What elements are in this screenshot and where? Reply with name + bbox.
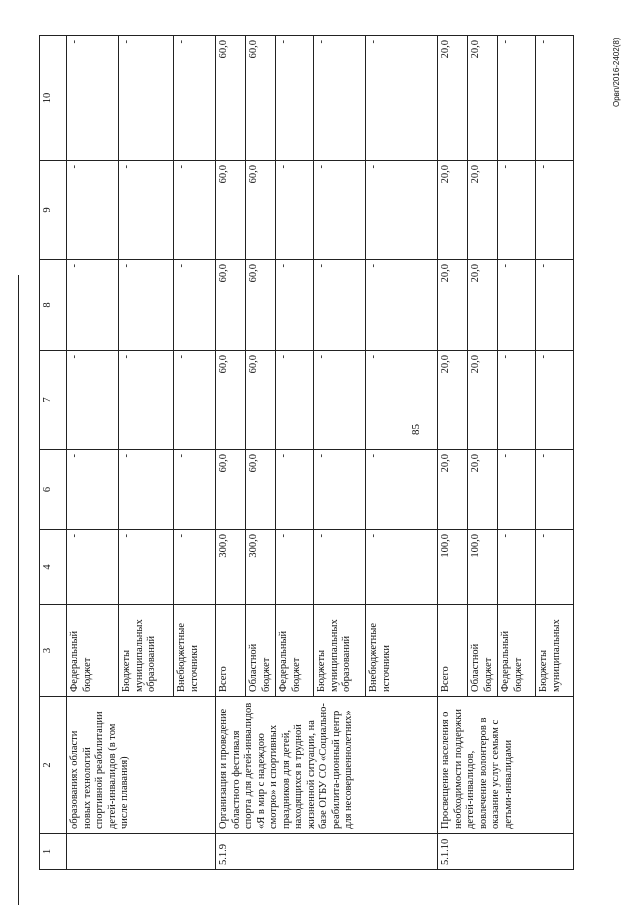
value-cell: -: [314, 161, 366, 260]
page-number: 85: [410, 424, 422, 435]
source-cell: Внебюджетные источники: [366, 605, 438, 697]
value-cell: 60,0: [216, 351, 246, 450]
value-cell: -: [119, 260, 174, 351]
value-cell: -: [276, 450, 314, 530]
value-cell: -: [174, 530, 216, 605]
column-header: 3: [40, 605, 67, 697]
row-code: [67, 834, 216, 870]
value-cell: 60,0: [246, 351, 276, 450]
value-cell: 60,0: [246, 161, 276, 260]
value-cell: -: [366, 530, 438, 605]
value-cell: 20,0: [468, 36, 498, 161]
value-cell: 60,0: [246, 450, 276, 530]
row-code: 5.1.10: [438, 834, 574, 870]
value-cell: -: [119, 351, 174, 450]
row-code: 5.1.9: [216, 834, 438, 870]
row-name: Организация и проведение областного фестиваля спорта для детей-инвалидов «Я в мир с надеждою смотрю» и спортивных праздников для детей, находящихся в трудной жизненной ситуации, на базе ОГБУ СО «Социально-реабилита-ционный центр для несовершеннолетних»: [216, 697, 438, 834]
value-cell: 300,0: [216, 530, 246, 605]
value-cell: 20,0: [438, 450, 468, 530]
value-cell: -: [498, 530, 536, 605]
value-cell: -: [536, 450, 574, 530]
value-cell: -: [314, 450, 366, 530]
source-cell: Бюджеты муниципальных образований: [314, 605, 366, 697]
financing-table: [39, 35, 574, 870]
value-cell: 60,0: [216, 450, 246, 530]
value-cell: -: [119, 530, 174, 605]
value-cell: -: [536, 530, 574, 605]
value-cell: 300,0: [246, 530, 276, 605]
value-cell: -: [67, 351, 119, 450]
value-cell: -: [498, 351, 536, 450]
document-code: Орвп/2016-2402(8): [612, 37, 621, 107]
value-cell: -: [119, 450, 174, 530]
table-row: [438, 36, 468, 870]
value-cell: -: [498, 450, 536, 530]
value-cell: -: [67, 260, 119, 351]
value-cell: 20,0: [438, 260, 468, 351]
value-cell: 60,0: [246, 260, 276, 351]
value-cell: -: [536, 36, 574, 161]
value-cell: -: [174, 450, 216, 530]
value-cell: -: [276, 260, 314, 351]
value-cell: -: [276, 36, 314, 161]
source-cell: Федеральный бюджет: [67, 605, 119, 697]
source-cell: Бюджеты муниципальных образований: [119, 605, 174, 697]
table-row: [216, 36, 246, 870]
column-header: 6: [40, 450, 67, 530]
margin-rule: [18, 275, 19, 905]
source-cell: Всего: [438, 605, 468, 697]
value-cell: -: [276, 161, 314, 260]
value-cell: -: [536, 161, 574, 260]
value-cell: -: [366, 260, 438, 351]
value-cell: -: [536, 351, 574, 450]
column-header-row: [40, 36, 67, 870]
value-cell: -: [67, 450, 119, 530]
value-cell: -: [366, 161, 438, 260]
source-cell: Всего: [216, 605, 246, 697]
column-header: 8: [40, 260, 67, 351]
value-cell: -: [119, 161, 174, 260]
value-cell: -: [276, 351, 314, 450]
value-cell: -: [536, 260, 574, 351]
value-cell: -: [174, 260, 216, 351]
value-cell: -: [314, 36, 366, 161]
value-cell: -: [119, 36, 174, 161]
value-cell: 20,0: [438, 36, 468, 161]
row-name: образованиях области новых технологий спортивной реабилитации детей-инвалидов (в том числе плавания): [67, 697, 216, 834]
value-cell: 20,0: [468, 450, 498, 530]
column-header: 1: [40, 834, 67, 870]
column-header: 2: [40, 697, 67, 834]
value-cell: 100,0: [438, 530, 468, 605]
value-cell: 20,0: [438, 161, 468, 260]
column-header: 9: [40, 161, 67, 260]
source-cell: Федеральный бюджет: [498, 605, 536, 697]
value-cell: -: [366, 351, 438, 450]
row-name: Просвещение населения о необходимости поддержки детей-инвалидов, вовлечение волонтеров в оказание услуг семьям с детьми-инвалидами: [438, 697, 574, 834]
source-cell: Федеральный бюджет: [276, 605, 314, 697]
value-cell: 100,0: [468, 530, 498, 605]
value-cell: -: [498, 260, 536, 351]
column-header: 4: [40, 530, 67, 605]
value-cell: -: [366, 450, 438, 530]
value-cell: -: [314, 351, 366, 450]
value-cell: -: [276, 530, 314, 605]
value-cell: 60,0: [216, 36, 246, 161]
value-cell: 20,0: [438, 351, 468, 450]
source-cell: Бюджеты муниципальных: [536, 605, 574, 697]
value-cell: -: [314, 530, 366, 605]
value-cell: -: [174, 161, 216, 260]
source-cell: Областной бюджет: [468, 605, 498, 697]
value-cell: 20,0: [468, 161, 498, 260]
value-cell: -: [314, 260, 366, 351]
value-cell: -: [174, 36, 216, 161]
column-header: 7: [40, 351, 67, 450]
value-cell: -: [498, 161, 536, 260]
value-cell: -: [174, 351, 216, 450]
value-cell: -: [498, 36, 536, 161]
value-cell: 60,0: [216, 260, 246, 351]
column-header: 10: [40, 36, 67, 161]
value-cell: -: [67, 36, 119, 161]
source-cell: Областной бюджет: [246, 605, 276, 697]
value-cell: 60,0: [246, 36, 276, 161]
value-cell: -: [366, 36, 438, 161]
source-cell: Внебюджетные источники: [174, 605, 216, 697]
value-cell: 20,0: [468, 351, 498, 450]
table-row: [67, 36, 119, 870]
value-cell: -: [67, 530, 119, 605]
value-cell: 20,0: [468, 260, 498, 351]
value-cell: -: [67, 161, 119, 260]
value-cell: 60,0: [216, 161, 246, 260]
